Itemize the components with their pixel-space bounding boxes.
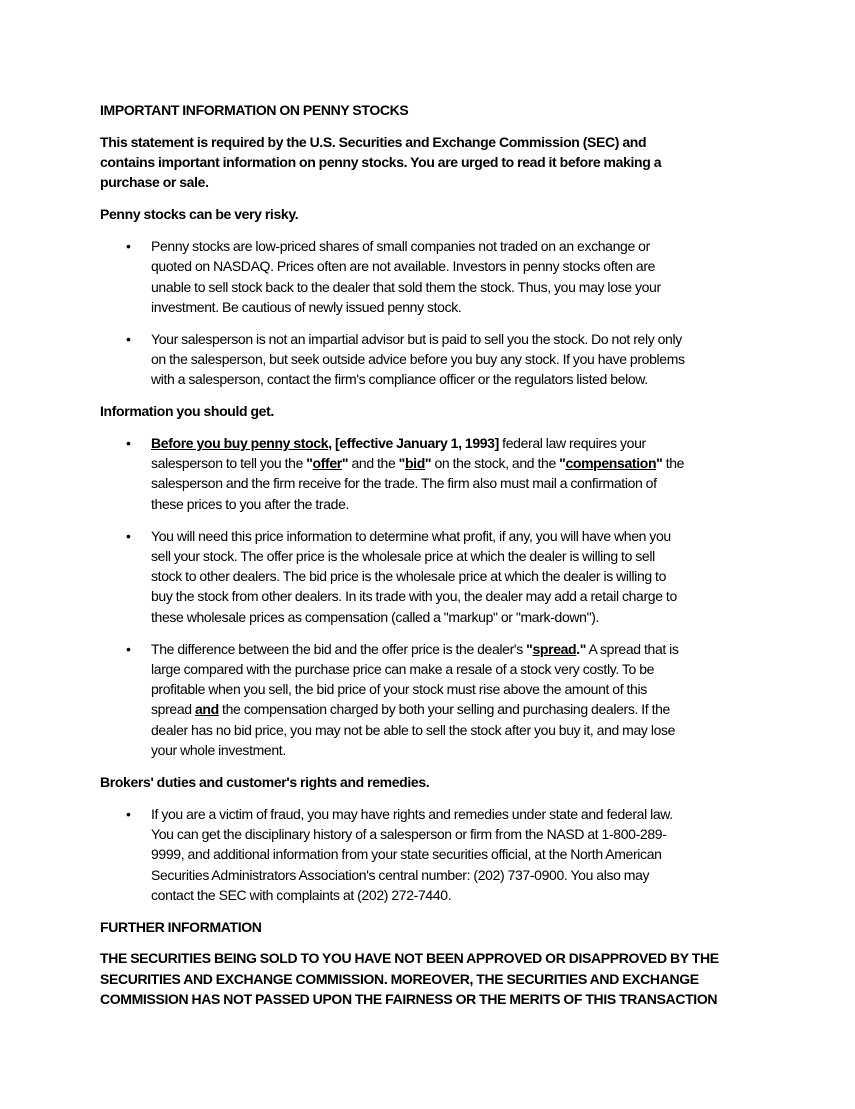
list-item-line: dealer has no bid price, you may not be able to sell the stock after you buy it, and may lose — [151, 721, 676, 738]
text-run: A spread that is — [586, 640, 679, 657]
text-run: the compensation charged by both your selling and purchasing dealers. If the — [218, 701, 670, 718]
term-offer: offer — [312, 455, 342, 472]
quote-mark: " — [656, 455, 663, 472]
list-item — [100, 639, 760, 761]
list-item-line: contact the SEC with complaints at (202) 272-7440. — [151, 886, 452, 903]
quote-mark: " — [424, 455, 432, 472]
emphasis-effective-date: , [effective January 1, 1993] — [328, 434, 499, 451]
list-item-line: quoted on NASDAQ. Prices often are not available. Investors in penny stocks often are — [151, 258, 656, 275]
bullet-icon: • — [126, 434, 131, 451]
list-item — [100, 329, 760, 390]
list-item-line: with a salesperson, contact the firm's compliance officer or the regulators listed below. — [151, 371, 648, 388]
list-item-line: investment. Be cautious of newly issued penny stock. — [151, 298, 462, 315]
term-spread: spread — [532, 640, 577, 657]
text-run: salesperson to tell you the — [151, 455, 307, 472]
list-item-line: 9999, and additional information from your state securities official, at the North American — [151, 846, 662, 863]
list-item-line: on the salesperson, but seek outside advice before you buy any stock. If you have problems — [151, 350, 685, 367]
section-heading-text: Penny stocks can be very risky. — [100, 206, 299, 223]
emphasis-and: and — [194, 701, 219, 718]
list-item — [100, 236, 760, 317]
list-item-line: unable to sell stock back to the dealer that sold them the stock. Thus, you may lose your — [151, 278, 661, 295]
list-item-line: sell your stock. The offer price is the wholesale price at which the dealer is willing to sell — [151, 547, 655, 564]
list-item-line — [151, 639, 760, 659]
section-heading-information — [100, 401, 760, 421]
disclaimer-line: SECURITIES AND EXCHANGE COMMISSION. MOREOVER, THE SECURITIES AND EXCHANGE — [100, 970, 699, 987]
term-bid: bid — [404, 455, 425, 472]
bullet-icon: • — [126, 640, 131, 657]
list-item-line: Penny stocks are low-priced shares of small companies not traded on an exchange or — [151, 237, 650, 254]
text-run: spread — [151, 701, 195, 718]
list-item-line: If you are a victim of fraud, you may have rights and remedies under state and federal law. — [151, 805, 673, 822]
list-item-line: You can get the disciplinary history of a salesperson or firm from the NASD at 1-800-289- — [151, 825, 667, 842]
section-heading-brokers — [100, 772, 760, 792]
list-item-line: Securities Administrators Association's central number: (202) 737-0900. You also may — [151, 866, 650, 883]
quote-mark: " — [526, 640, 533, 657]
list-item-line: stock to other dealers. The bid price is the wholesale price at which the dealer is willing to — [151, 568, 667, 585]
intro-line: This statement is required by the U.S. Securities and Exchange Commission (SEC) and — [100, 133, 647, 150]
disclaimer-line: THE SECURITIES BEING SOLD TO YOU HAVE NOT BEEN APPROVED OR DISAPPROVED BY THE — [100, 950, 719, 967]
title-text: IMPORTANT INFORMATION ON PENNY STOCKS — [100, 102, 409, 118]
list-item-line — [151, 433, 760, 453]
list-item-line: large compared with the purchase price can make a resale of a stock very costly. To be — [151, 660, 655, 677]
intro-paragraph — [100, 132, 760, 193]
disclaimer-paragraph — [100, 948, 760, 1009]
bullet-icon: • — [126, 237, 131, 254]
list-item-line: your whole investment. — [151, 742, 286, 759]
text-run: on the stock, and the — [431, 455, 560, 472]
list-item — [100, 433, 760, 514]
document-title — [100, 100, 760, 120]
list-item — [100, 804, 760, 905]
list-item — [100, 526, 760, 627]
document-page — [100, 100, 760, 1021]
text-run: and the — [348, 455, 399, 472]
section-heading-text: FURTHER INFORMATION — [100, 918, 262, 935]
list-item-line: these wholesale prices as compensation (called a "markup" or "mark-down"). — [151, 608, 600, 625]
list-item-line — [151, 453, 760, 473]
list-item-line: profitable when you sell, the bid price of your stock must rise above the amount of this — [151, 681, 647, 698]
text-run: the — [662, 455, 685, 472]
intro-line: contains important information on penny stocks. You are urged to read it before making a — [100, 154, 662, 171]
list-item-line: Your salesperson is not an impartial advisor but is paid to sell you the stock. Do not rely only — [151, 330, 682, 347]
list-item-line: these prices to you after the trade. — [151, 495, 350, 512]
quote-mark: " — [341, 455, 349, 472]
quote-mark: ." — [576, 640, 587, 657]
quote-mark: " — [398, 455, 405, 472]
list-item-line: You will need this price information to determine what profit, if any, you will have when you — [151, 527, 671, 544]
section-heading-text: Brokers' duties and customer's rights and remedies. — [100, 773, 430, 790]
text-run: federal law requires your — [498, 434, 646, 451]
quote-mark: " — [306, 455, 313, 472]
quote-mark: " — [559, 455, 566, 472]
bullet-icon: • — [126, 527, 131, 544]
term-compensation: compensation — [565, 455, 657, 472]
section-heading-risky — [100, 204, 760, 224]
bullet-icon: • — [126, 330, 131, 347]
intro-line: purchase or sale. — [100, 174, 209, 191]
list-item-line: salesperson and the firm receive for the trade. The firm also must mail a confirmation of — [151, 475, 657, 492]
emphasis-before-you-buy: Before you buy penny stock — [151, 434, 329, 451]
section-heading-text: Information you should get. — [100, 403, 274, 420]
list-item-line — [151, 699, 760, 719]
bullet-icon: • — [126, 805, 131, 822]
section-heading-further — [100, 917, 760, 937]
list-item-line: buy the stock from other dealers. In its trade with you, the dealer may add a retail charge to — [151, 588, 677, 605]
text-run: The difference between the bid and the offer price is the dealer's — [151, 640, 527, 657]
disclaimer-line: COMMISSION HAS NOT PASSED UPON THE FAIRNESS OR THE MERITS OF THIS TRANSACTION — [100, 990, 718, 1007]
